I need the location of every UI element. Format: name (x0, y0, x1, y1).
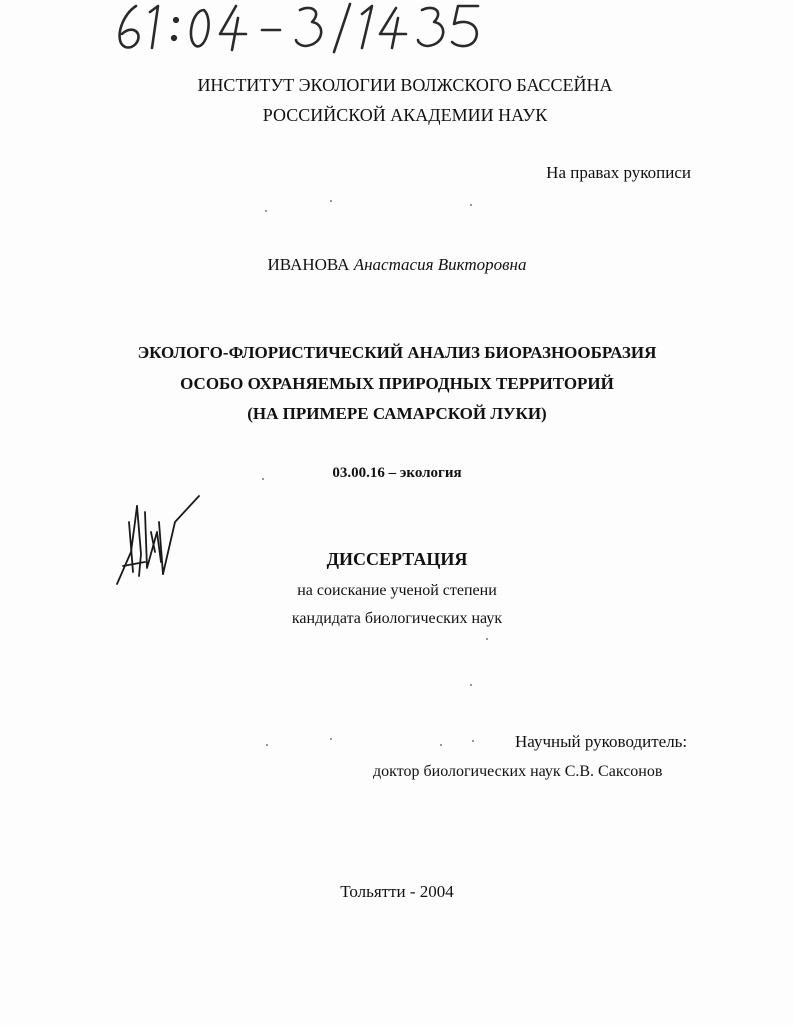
scan-speck (265, 210, 267, 212)
author-given-names: Анастасия Викторовна (353, 255, 527, 274)
scan-speck (470, 684, 472, 686)
scan-speck (262, 478, 264, 480)
rights-note: На правах рукописи (546, 163, 691, 182)
scan-speck (486, 638, 488, 640)
document-type: ДИССЕРТАЦИЯ (326, 549, 468, 569)
institute-line-1: ИНСТИТУТ ЭКОЛОГИИ ВОЛЖСКОГО БАССЕЙНА (197, 75, 613, 95)
specialty: 03.00.16 – экология (332, 465, 462, 481)
scan-speck (472, 740, 474, 742)
scan-speck (330, 738, 332, 740)
signature (115, 492, 210, 588)
institute-line-2: РОССИЙСКОЙ АКАДЕМИИ НАУК (262, 105, 548, 125)
scan-speck (266, 744, 268, 746)
scan-speck (470, 204, 472, 206)
degree-line-2: кандидата биологических наук (291, 610, 503, 627)
supervisor-label: Научный руководитель: (515, 732, 688, 751)
supervisor-name: доктор биологических наук С.В. Саксонов (373, 763, 663, 780)
degree-line-1: на соискание ученой степени (297, 582, 497, 599)
scan-speck (330, 200, 332, 202)
city-year: Тольятти - 2004 (340, 882, 454, 901)
title-line-1: ЭКОЛОГО-ФЛОРИСТИЧЕСКИЙ АНАЛИЗ БИОРАЗНООБРАЗИЯ (137, 343, 657, 362)
title-line-3: (НА ПРИМЕРЕ САМАРСКОЙ ЛУКИ) (247, 404, 547, 423)
title-line-2: ОСОБО ОХРАНЯЕМЫХ ПРИРОДНЫХ ТЕРРИТОРИЙ (180, 374, 614, 393)
author-surname: ИВАНОВА (267, 255, 350, 274)
author (0, 254, 794, 276)
scan-speck (440, 744, 442, 746)
